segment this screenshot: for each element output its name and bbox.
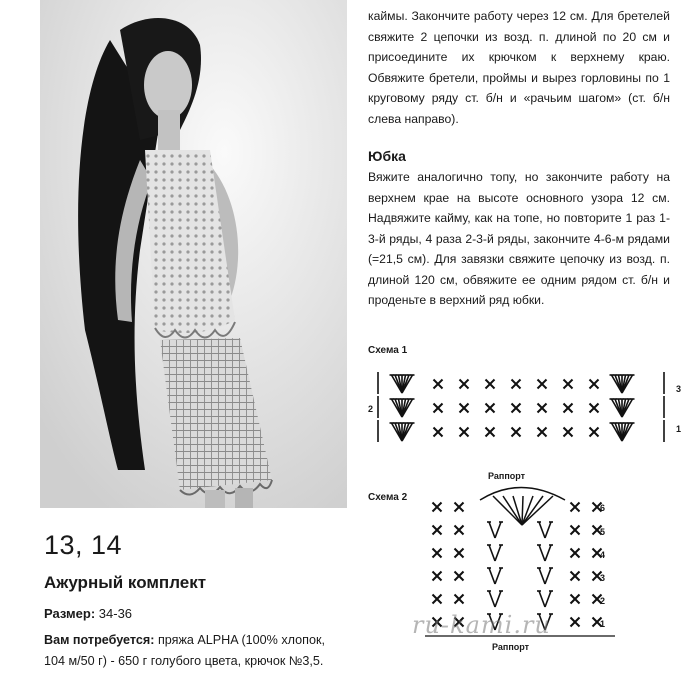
top-instructions: каймы. Закончите работу через 12 см. Для бретелей свяжите 2 цепочки из возд. п. длиной по 20 см и присоедините их крючком к верхнему краю. Обвяжите бретели, проймы и вырез горловины по 1 круговому ряду ст. б/н и «рачьим шагом» (ст. б/н слева направо). — [368, 9, 670, 126]
vstitch-symbol — [537, 545, 553, 561]
watermark: ru-kami.ru — [412, 611, 551, 639]
schema1-row-2: 2 — [368, 404, 374, 414]
size-label: Размер: — [44, 606, 96, 621]
vstitch-symbol — [487, 545, 503, 561]
sc-stitch-symbol — [564, 404, 573, 413]
sc-stitch-symbol — [571, 549, 580, 558]
sc-stitch-symbol — [455, 503, 464, 512]
sc-stitch-symbol — [512, 404, 521, 413]
sc-stitch-symbol — [571, 595, 580, 604]
materials — [44, 630, 344, 672]
vstitch-symbol — [487, 522, 503, 538]
sc-stitch-symbol — [590, 404, 599, 413]
skirt-instructions: Вяжите аналогично топу, но закончите работу на верхнем крае на высоте основного узора 12 см. Надвяжите кайму, как на топе, но повторите 1 раз 1-3-й ряды, 4 раза 2-3-й ряды, закончите 4-6-м рядами (=21,5 см). Для завязки свяжите цепочку из возд. п. длиной 120 см, обвяжите ее одним рядом ст. б/н и проденьте в верхний ряд юбки. — [368, 170, 670, 307]
schema2-row-3: 3 — [600, 573, 606, 583]
sc-stitch-symbol — [455, 595, 464, 604]
sc-stitch-symbol — [571, 618, 580, 627]
sc-stitch-symbol — [460, 428, 469, 437]
sc-stitch-symbol — [433, 503, 442, 512]
schema2-row-2: 2 — [600, 596, 606, 606]
schema2-rapport-bottom: Раппорт — [492, 642, 530, 652]
sc-stitch-symbol — [460, 404, 469, 413]
vstitch-symbol — [487, 568, 503, 584]
sc-stitch-symbol — [538, 380, 547, 389]
sc-stitch-symbol — [460, 380, 469, 389]
sc-stitch-symbol — [433, 595, 442, 604]
pattern-number: 13, 14 — [44, 530, 123, 560]
sc-stitch-symbol — [434, 404, 443, 413]
skirt-title: Юбка — [368, 148, 406, 164]
sc-stitch-symbol — [486, 380, 495, 389]
schema1-label: Схема 1 — [368, 345, 408, 356]
fan-stitch-symbol — [610, 423, 635, 441]
schema2-row-6: 6 — [600, 503, 606, 513]
schema2-label: Схема 2 — [368, 492, 408, 503]
model-photo — [40, 0, 347, 508]
sc-stitch-symbol — [455, 549, 464, 558]
vstitch-symbol — [537, 591, 553, 607]
sc-stitch-symbol — [571, 572, 580, 581]
schema1-row-3: 3 — [676, 384, 682, 394]
schema2-crown-fan — [480, 488, 565, 526]
fan-stitch-symbol — [390, 375, 415, 393]
sc-stitch-symbol — [433, 526, 442, 535]
sc-stitch-symbol — [564, 380, 573, 389]
fan-stitch-symbol — [390, 423, 415, 441]
sc-stitch-symbol — [564, 428, 573, 437]
pattern-title: Ажурный комплект — [44, 573, 207, 592]
fan-stitch-symbol — [610, 399, 635, 417]
sc-stitch-symbol — [571, 503, 580, 512]
sc-stitch-symbol — [434, 380, 443, 389]
size-value: 34-36 — [98, 606, 133, 621]
sc-stitch-symbol — [538, 428, 547, 437]
schema2-row-1: 1 — [600, 619, 606, 629]
sc-stitch-symbol — [486, 428, 495, 437]
sc-stitch-symbol — [455, 526, 464, 535]
sc-stitch-symbol — [433, 549, 442, 558]
schema1-chart — [372, 360, 682, 460]
sc-stitch-symbol — [433, 572, 442, 581]
vstitch-symbol — [487, 591, 503, 607]
materials-text: пряжа ALPHA (100% хлопок, 104 м/50 г) - 650 г голубого цвета, крючок №3,5. — [44, 633, 325, 668]
vstitch-symbol — [537, 568, 553, 584]
vstitch-symbol — [537, 522, 553, 538]
size-line — [44, 606, 132, 621]
sc-stitch-symbol — [512, 428, 521, 437]
sc-stitch-symbol — [571, 526, 580, 535]
sc-stitch-symbol — [455, 572, 464, 581]
sc-stitch-symbol — [590, 428, 599, 437]
sc-stitch-symbol — [590, 380, 599, 389]
sc-stitch-symbol — [434, 428, 443, 437]
schema2-row-5: 5 — [600, 527, 606, 537]
schema1-row-1: 1 — [676, 424, 682, 434]
sc-stitch-symbol — [486, 404, 495, 413]
schema2-rapport-top: Раппорт — [488, 471, 526, 481]
materials-label: Вам потребуется: — [44, 633, 155, 647]
fan-stitch-symbol — [610, 375, 635, 393]
sc-stitch-symbol — [512, 380, 521, 389]
schema2-row-4: 4 — [600, 550, 606, 560]
fan-stitch-symbol — [390, 399, 415, 417]
sc-stitch-symbol — [538, 404, 547, 413]
